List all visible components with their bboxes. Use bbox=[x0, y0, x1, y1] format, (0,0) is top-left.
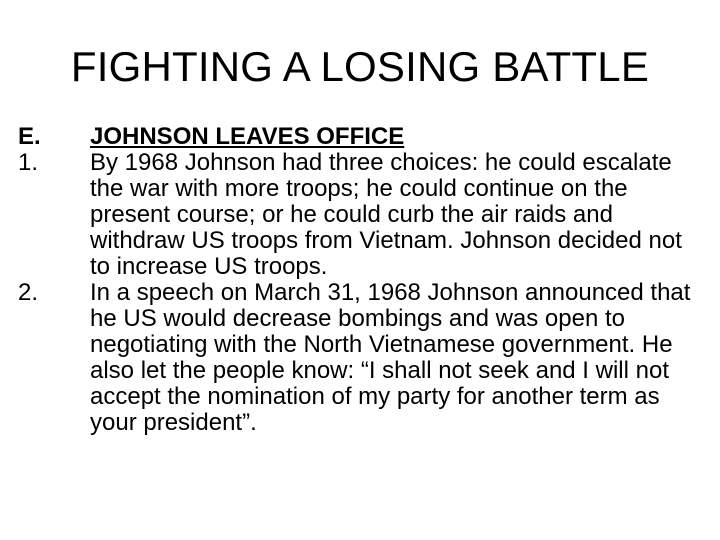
section-heading bbox=[18, 124, 708, 150]
slide-body bbox=[18, 124, 708, 436]
list-item-2-marker: 2. bbox=[18, 279, 39, 306]
list-item-1 bbox=[18, 150, 708, 280]
list-item-2-text: In a speech on March 31, 1968 Johnson announced that he US would decrease bombings and was open to negotiating with the North Vietnamese government. He also let the people know: “I shall not seek and I will not accept the nomination of my party for another term as your president”. bbox=[90, 279, 691, 436]
section-marker: E. bbox=[18, 123, 41, 150]
list-item-2 bbox=[18, 280, 708, 436]
list-item-1-text: By 1968 Johnson had three choices: he could escalate the war with more troops; he could continue on the present course; or he could curb the air raids and withdraw US troops from Vietnam. Johnson decided not to increase US troops. bbox=[90, 149, 682, 280]
section-heading-text: JOHNSON LEAVES OFFICE bbox=[90, 123, 405, 150]
list-item-1-marker: 1. bbox=[18, 149, 39, 176]
slide-title: FIGHTING A LOSING BATTLE bbox=[70, 43, 650, 90]
